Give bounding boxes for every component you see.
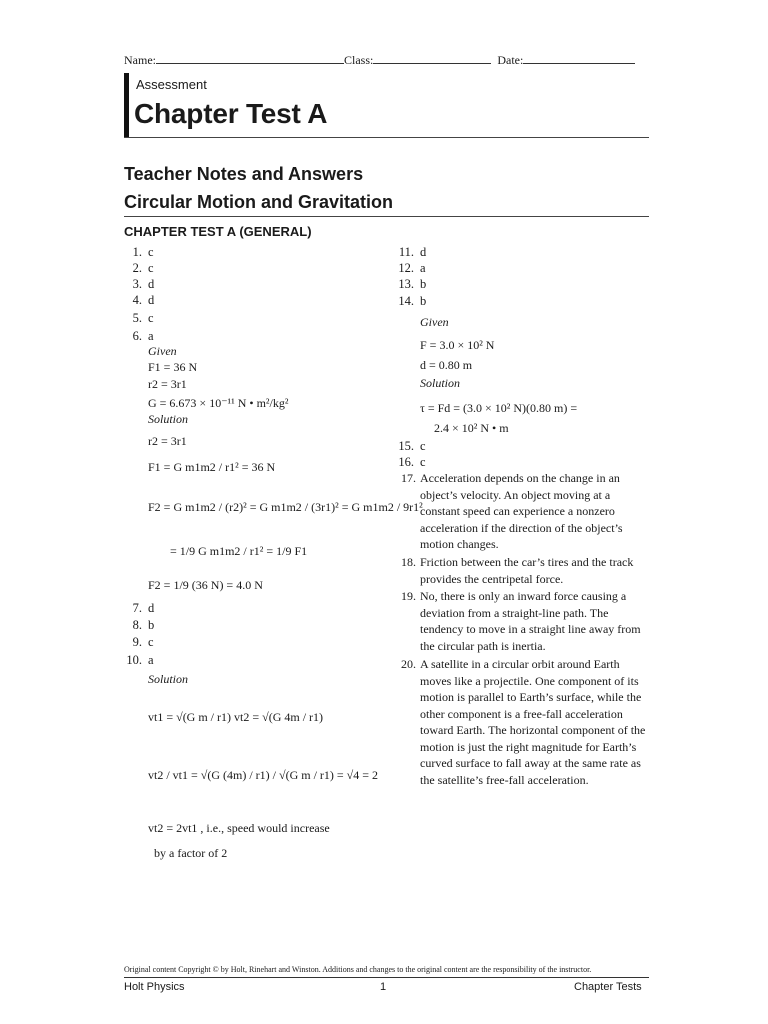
answer-4: 4. d: [132, 293, 155, 307]
q14-sol-1: τ = Fd = (3.0 × 10² N)(0.80 m) =: [420, 401, 578, 415]
answer-6: 6. a: [132, 329, 154, 343]
footer-copyright: Original content Copyright © by Holt, Rinehart and Winston. Additions and changes to the original content are the responsibility of the instructor.: [124, 965, 592, 974]
section-label: Assessment: [136, 77, 207, 92]
answer-8: 8. b: [132, 618, 155, 632]
answer-1: 1. c: [132, 245, 154, 259]
q6-sol-3: F2 = G m1m2 / (r2)² = G m1m2 / (3r1)² = G m1m2 / 9r1²: [148, 500, 423, 514]
answer-20: 20. A satellite in a circular orbit around Earth moves like a projectile. One component of its motion is parallel to Earth’s surface, while the other component is a free-fall acceleration toward Earth. The horizontal component of the motion is just the right magnitude for Earth’s curved surface to fall away at the same rate as the satellite’s free-fall acceleration.: [401, 657, 646, 787]
answer-9: 9. c: [132, 635, 154, 649]
footer-book-title: Holt Physics: [124, 981, 185, 993]
answer-2: 2. c: [132, 261, 154, 275]
q6-given-2: r2 = 3r1: [148, 377, 187, 391]
q10-eq-3: vt2 = 2vt1 , i.e., speed would increase: [148, 821, 330, 835]
answer-15: 15. c: [398, 439, 426, 453]
footer-page-number: 1: [380, 981, 387, 993]
topic-heading: Circular Motion and Gravitation: [124, 192, 394, 212]
q10-eq-1: vt1 = √(G m / r1) vt2 = √(G 4m / r1): [148, 710, 324, 724]
answer-10: 10. a: [126, 653, 154, 667]
teacher-notes-heading: Teacher Notes and Answers: [124, 164, 364, 184]
q10-eq-2: vt2 / vt1 = √(G (4m) / r1) / √(G m / r1) = √4 = 2: [148, 768, 379, 782]
student-info-line: [124, 52, 635, 68]
q10-eq-4: by a factor of 2: [154, 846, 228, 860]
q14-solution-label: Solution: [420, 376, 461, 390]
q14-given-label: Given: [420, 315, 449, 329]
q6-solution-label: Solution: [148, 412, 189, 426]
topic-rule: [124, 216, 649, 217]
q6-given-3: G = 6.673 × 10⁻¹¹ N • m²/kg²: [148, 396, 289, 410]
answer-14: 14. b: [398, 294, 427, 308]
answer-3: 3. d: [132, 277, 155, 291]
q10-solution-label: Solution: [148, 672, 189, 686]
q14-given-1: F = 3.0 × 10² N: [420, 338, 495, 352]
q14-sol-2: 2.4 × 10² N • m: [434, 421, 509, 435]
answer-18: 18. Friction between the car’s tires and the track provides the centripetal force.: [401, 555, 634, 586]
test-heading: CHAPTER TEST A (GENERAL): [124, 224, 312, 239]
answer-17: 17. Acceleration depends on the change in an object’s velocity. An object moving at a constant speed can experience a nonzero acceleration if the direction of the object’s motion changes.: [401, 471, 623, 551]
answer-5: 5. c: [132, 311, 154, 325]
q6-given-label: Given: [148, 344, 177, 358]
footer-rule: [124, 977, 649, 978]
class-blank: [373, 52, 491, 64]
answer-11: 11. d: [398, 245, 427, 259]
date-label: Date:: [497, 53, 524, 67]
name-blank: [156, 52, 344, 64]
answer-16: 16. c: [398, 455, 426, 469]
q6-sol-5: F2 = 1/9 (36 N) = 4.0 N: [148, 578, 263, 592]
class-label: Class:: [344, 53, 374, 67]
chapter-title: Chapter Test A: [134, 98, 328, 129]
answer-12: 12. a: [398, 261, 426, 275]
answer-7: 7. d: [132, 601, 155, 615]
q6-sol-2: F1 = G m1m2 / r1² = 36 N: [148, 460, 276, 474]
q6-given-1: F1 = 36 N: [148, 360, 198, 374]
name-label: Name:: [124, 53, 156, 67]
answer-13: 13. b: [398, 277, 427, 291]
footer-section-name: Chapter Tests: [574, 981, 642, 993]
q6-sol-1: r2 = 3r1: [148, 434, 187, 448]
answer-19: 19. No, there is only an inward force causing a deviation from a straight-line path. The tendency to move in a straight line away from the circular path is inertia.: [401, 589, 641, 653]
q14-given-2: d = 0.80 m: [420, 358, 473, 372]
section-accent-bar: [124, 73, 129, 137]
date-blank: [523, 52, 635, 64]
title-rule: [124, 137, 649, 138]
q6-sol-4: = 1/9 G m1m2 / r1² = 1/9 F1: [170, 544, 308, 558]
